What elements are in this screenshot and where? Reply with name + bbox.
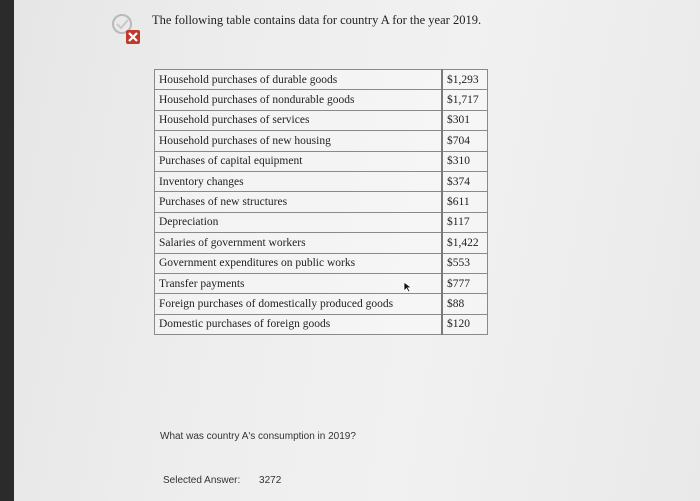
row-value: $611	[442, 192, 488, 212]
row-value: $1,293	[442, 70, 488, 90]
selected-answer-value: 3272	[259, 475, 282, 486]
table-row	[155, 131, 488, 151]
row-label: Transfer payments	[155, 273, 443, 293]
row-label: Depreciation	[155, 212, 443, 232]
row-label: Household purchases of nondurable goods	[155, 90, 443, 110]
table-row	[155, 314, 488, 334]
data-table	[154, 69, 488, 335]
table-row	[155, 233, 488, 253]
table-row	[155, 273, 488, 293]
screen	[14, 0, 700, 501]
table-row	[155, 90, 488, 110]
row-label: Household purchases of new housing	[155, 131, 443, 151]
selected-answer	[163, 475, 281, 486]
row-label: Government expenditures on public works	[155, 253, 443, 273]
row-value: $88	[442, 294, 488, 314]
row-label: Salaries of government workers	[155, 233, 443, 253]
row-label: Household purchases of durable goods	[155, 70, 443, 90]
table-row	[155, 151, 488, 171]
row-value: $777	[442, 273, 488, 293]
row-label: Household purchases of services	[155, 110, 443, 130]
row-value: $120	[442, 314, 488, 334]
table-row	[155, 110, 488, 130]
table-row	[155, 171, 488, 191]
selected-answer-label: Selected Answer:	[163, 475, 241, 486]
row-label: Purchases of capital equipment	[155, 151, 443, 171]
table-row	[155, 70, 488, 90]
mouse-pointer-icon	[403, 280, 413, 292]
row-value: $704	[442, 131, 488, 151]
table-row	[155, 212, 488, 232]
row-value: $553	[442, 253, 488, 273]
row-value: $1,717	[442, 90, 488, 110]
row-value: $1,422	[442, 233, 488, 253]
row-value: $310	[442, 151, 488, 171]
row-value: $301	[442, 110, 488, 130]
incorrect-x-icon	[108, 14, 146, 46]
row-value: $374	[442, 171, 488, 191]
row-label: Domestic purchases of foreign goods	[155, 314, 443, 334]
table-row	[155, 294, 488, 314]
table-row	[155, 253, 488, 273]
question-text: The following table contains data for country A for the year 2019.	[152, 13, 482, 27]
row-value: $117	[442, 212, 488, 232]
row-label: Purchases of new structures	[155, 192, 443, 212]
table-row	[155, 192, 488, 212]
row-label: Foreign purchases of domestically produced goods	[155, 294, 443, 314]
row-label: Inventory changes	[155, 171, 443, 191]
question-prompt: What was country A's consumption in 2019?	[160, 431, 356, 442]
